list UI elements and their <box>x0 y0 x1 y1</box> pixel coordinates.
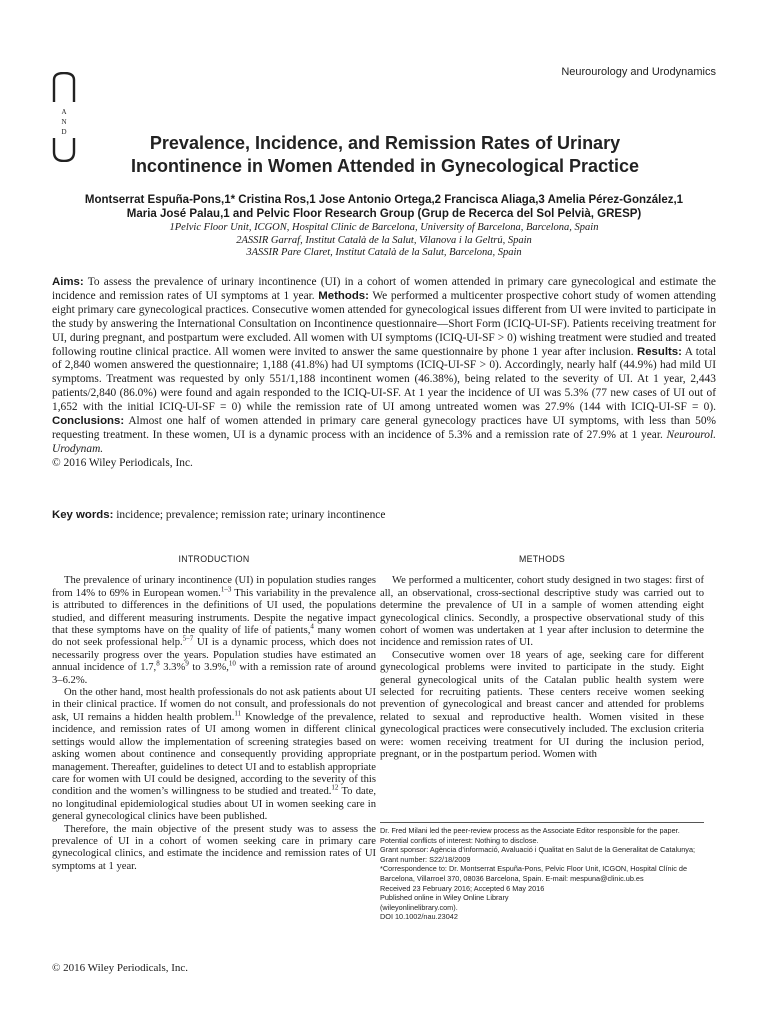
reference: 8 <box>156 659 160 668</box>
journal-name: Neurourology and Urodynamics <box>561 66 716 78</box>
aims-text: To assess the prevalence of urinary incontinence (UI) in a cohort of women attended in primary care gynecological and estimate the incidence and remission rates of UI symptoms at 1 year. <box>52 276 716 302</box>
affiliations <box>30 222 738 260</box>
authors-line-2: Maria José Palau,1 and Pelvic Floor Research Group (Grup de Recerca del Sol Pelvià, GRESP) <box>126 208 642 220</box>
footnote-divider <box>380 822 704 823</box>
affiliation-3: 3ASSIR Pare Claret, Institut Català de la Salut, Barcelona, Spain <box>246 247 522 258</box>
intro-paragraph-3: Therefore, the main objective of the present study was to assess the prevalence of UI in a cohort of women seeking care in primary care gynecological clinics, and estimate the incidence and remission rates of UI symptoms at 1 year. <box>52 823 376 872</box>
reference: 10 <box>228 659 236 668</box>
reference: 12 <box>331 783 339 792</box>
intro-paragraph-2: On the other hand, most health professionals do not ask patients about UI in their clinical practice. If women do not consult, and professionals do not ask, UI remains a hidden health problem.$^{11}$ Knowledge of the prevalence, incidence, and remission rates of UI among women in different clinical settings would allow the implementation of screening strategies based on asking women about continence and consequently providing appropriate management. Thereafter, guidelines to detect UI and to establish appropriate care for women with UI could be designed, according to the severity of this condition and the women’s willingness to be studied and treated.$^{12}$ To date, no longitudinal epidemiological studies about UI in women seeking care in general gynecological clinics have been published. <box>52 687 377 823</box>
footnote-doi[interactable]: DOI 10.1002/nau.23042 <box>380 912 458 922</box>
introduction-heading: INTRODUCTION <box>178 554 250 564</box>
footnote-correspondence: *Correspondence to: Dr. Montserrat Espuña-Pons, Pelvic Floor Unit, ICGON, Hospital Clínic de Barcelona, Villarroel 370, 08036 Barcelona, Spain. E-mail: mespuna@clinic.ub.es <box>380 864 687 883</box>
conclusions-text: Almost one half of women attended in primary care general gynecology practices have UI symptoms, with less than 50% requesting treatment. In these women, UI is a dynamic process with an incidence of 5.3% and a remission rate of 27.9% at 1 year. <box>52 415 716 441</box>
affiliation-2: 2ASSIR Garraf, Institut Català de la Salut, Vilanova i la Geltrú, Spain <box>236 234 532 246</box>
footnote-received: Received 23 February 2016; Accepted 6 May 2016 <box>380 883 545 893</box>
footnote-grant: Grant sponsor: Agència d’informació, Avaluació i Qualitat en Salut de la Generalitat de Catalunya; Grant number: S22/18/2009 <box>380 845 696 864</box>
methods-paragraph-2: Consecutive women over 18 years of age, seeking care for different gynecological problems were invited to participate in the study. Eight general gynecological units of the Catalan public health system were selected for recruiting patients. These centers receive women seeking prevention of gynecological and breast cancer and attended for problems related to sexual and reproductive health. Women visited in these gynecological practices were consecutively included. The exclusion criteria were: women receiving treatment for UI during the inclusion period, pregnant, or in the postpartum period. Women with <box>380 649 704 761</box>
keywords-label: Key words: <box>52 509 114 521</box>
methods-paragraph-1: We performed a multicenter, cohort study designed in two stages: first of all, an observational, cross-sectional descriptive study was carried out to determine the prevalence of UI in a sample of women attending eight gynecological clinics. Secondly, a prospective observational study of this cohort of women was undertaken at 1 year after inclusion to determine the incidence and remission rates of UI. <box>380 575 704 649</box>
logo-letter-a: A <box>61 108 67 116</box>
footnote-published: Published online in Wiley Online Library <box>380 893 509 903</box>
abstract-copyright: © 2016 Wiley Periodicals, Inc. <box>52 456 193 469</box>
footnote-conflicts: Potential conflicts of interest: Nothing to disclose. <box>380 835 539 845</box>
introduction-column <box>52 553 376 873</box>
results-label: Results: <box>636 345 682 358</box>
affiliation-1: 1Pelvic Floor Unit, ICGON, Hospital Clinic de Barcelona, University of Barcelona, Barcelona, Spain <box>169 222 599 233</box>
reference: 9 <box>185 659 189 668</box>
logo-letter-n: N <box>61 118 67 126</box>
methods-text: We performed a multicenter prospective cohort study of women attending eight primary care gynecological practices. Consecutive women attended for gynecological issues different from UI were invited to participate in the study by answering the International Consultation on Incontinence questionnaire—Short Form (ICIQ-UI-SF). Patients receiving treatment for UI, during pregnant, and postpartum were excluded. All women with UI symptoms (ICIQ-UI-SF > 0) wishing treatment were studied and treated following routine clinical practice. All women were invited to answer the same questionnaire by phone 1 year after inclusion. <box>52 289 716 358</box>
reference: 1–3 <box>220 585 232 594</box>
results-text: A total of 2,840 women answered the questionnaire; 1,188 (41.8%) had UI symptoms (ICIQ-UI-SF > 0). Accordingly, nearly half (44.9%) had mild UI symptoms. Treatment was requested by only 551/1,188 incontinent women (46.38%), being related to the severity of UI. At 1 year, 2,443 patients/2,840 (86.0%) were found and again responded to the ICIQ-UI-SF. At 1 year the incidence of UI was 5.3% (77 new cases of UI out of 1,652 with the initial ICIQ-UI-SF = 0) while the remission rate of UI among untreated women was 27.9% (144 with ICIQ-UI-SF = 0). <box>52 345 716 414</box>
footnote-editor: Dr. Fred Milani led the peer-review process as the Associate Editor responsible for the paper. <box>380 826 680 835</box>
abstract <box>52 276 716 471</box>
conclusions-label: Conclusions: <box>52 415 125 428</box>
methods-column <box>380 553 704 762</box>
aims-label: Aims: <box>52 276 84 288</box>
citation: Neurourol. Urodynam. <box>52 428 716 455</box>
methods-label: Methods: <box>318 289 369 302</box>
reference: 5–7 <box>182 634 194 643</box>
article-title <box>60 132 710 178</box>
logo-letter-d: D <box>61 128 67 136</box>
title-line-2: Incontinence in Women Attended in Gynecological Practice <box>130 156 640 176</box>
reference: 4 <box>310 622 314 631</box>
title-line-1: Prevalence, Incidence, and Remission Rates of Urinary <box>149 133 621 153</box>
keywords <box>52 509 385 521</box>
keywords-text: incidence; prevalence; remission rate; urinary incontinence <box>116 509 386 521</box>
author-list <box>30 193 738 221</box>
footnotes <box>380 826 704 922</box>
reference: 11 <box>234 709 242 718</box>
footnote-library-link[interactable]: (wileyonlinelibrary.com). <box>380 902 458 912</box>
footer-copyright: © 2016 Wiley Periodicals, Inc. <box>52 962 189 974</box>
intro-paragraph-1: The prevalence of urinary incontinence (UI) in population studies ranges from 14% to 69% in European women.$^{1-3}$ This variability in the prevalence is attributed to differences in the definitions of UI used, the populations studied, and different measuring instruments. Despite the negative impact that these symptoms have on the quality of life of patients,$^4$ many women do not seek professional help.$^{5-7}$ UI is a dynamic process, which does not necessarily progress over the years. Population studies have estimated an annual incidence of 1.7,$^8$ 3.3%$^9$ to 3.9%,$^{10}$ with a remission rate of around 3–6.2%. <box>52 575 377 686</box>
methods-heading: METHODS <box>518 554 566 564</box>
authors-line-1: Montserrat Espuña-Pons,1* Cristina Ros,1 Jose Antonio Ortega,2 Francisca Aliaga,3 Amelia Pérez-González,1 <box>84 194 684 206</box>
